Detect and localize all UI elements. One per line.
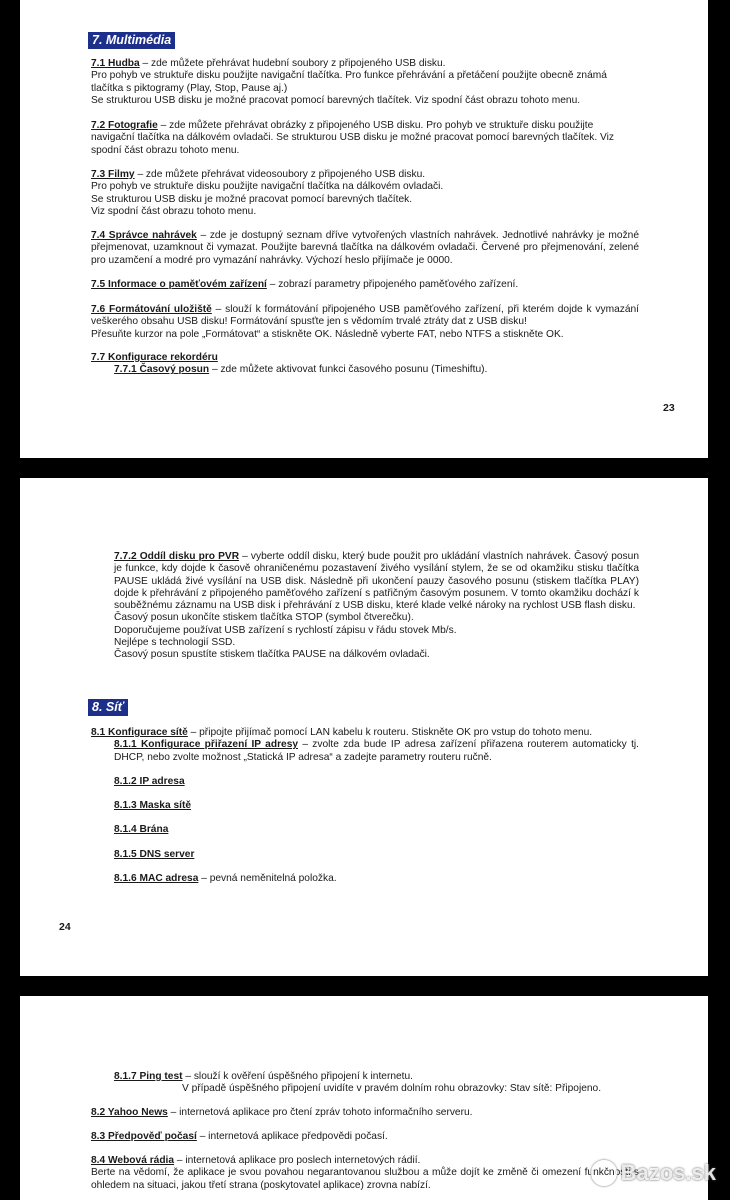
heading-8-1-5: 8.1.5 DNS server [114,849,195,860]
text-7-1-line3: Se strukturou USB disku je možné pracovat pomocí barevných tlačítek. Viz spodní část obrazu tohoto menu. [91,94,581,106]
item-8-1-5 [114,849,194,861]
text-7-3-line4: Viz spodní část obrazu tohoto menu. [91,205,257,217]
text-7-6: – slouží k formátování připojeného USB paměťového zařízení, při kterém dojde k vymazání veškerého obsahu USB disku! Formátování spusťte jen s vědomím trvalé ztráty dat z USB disku! [91,304,639,328]
heading-7-5: 7.5 Informace o paměťovém zařízení [91,279,267,290]
heading-8-1-4: 8.1.4 Brána [114,824,169,835]
section-7-2 [91,120,639,157]
section-7-1 [91,58,639,107]
text-7-3: – zde můžete přehrávat videosoubory z připojeného USB disku. [134,169,426,180]
section-8-3 [91,1131,639,1143]
text-8-4-line2: Berte na vědomí, že aplikace je svou povahou negarantovanou službou a může dojít ke změně či omezení funkčnosti s ohledem na situaci, jakou třetí strana (poskytovatel aplikace) zrovna nabízí. [91,1167,639,1191]
heading-7-3: 7.3 Filmy [91,169,135,180]
text-7-6-line2: Přesuňte kurzor na pole „Formátovat“ a stiskněte OK. Následně vyberte FAT, nebo NTFS a stiskněte OK. [91,328,564,340]
section-8-2 [91,1107,639,1119]
heading-8-3: 8.3 Předpověď počasí [91,1131,197,1142]
page-number-23: 23 [663,402,675,414]
heading-8-4: 8.4 Webová rádia [91,1155,175,1166]
document-page-23 [20,0,708,458]
text-7-5: – zobrazí parametry připojeného paměťového zařízení. [266,279,519,290]
text-7-3-line2: Pro pohyb ve struktuře disku použijte navigační tlačítka na dálkovém ovladači. [91,181,444,193]
watermark-text: Bazos.sk [620,1160,716,1185]
text-8-2: – internetová aplikace pro čtení zpráv tohoto informačního serveru. [167,1107,473,1118]
section-7-3 [91,169,639,218]
text-7-7-2-line2: Časový posun ukončíte stiskem tlačítka STOP (symbol čtverečku). [114,612,414,624]
heading-8-1-1: 8.1.1 Konfigurace přiřazení IP adresy [114,739,299,751]
text-7-3-line3: Se strukturou USB disku je možné pracovat pomocí barevných tlačítek. [91,193,413,205]
heading-8-1-7: 8.1.7 Ping test [114,1071,183,1082]
section-7-5 [91,279,639,291]
section-8-4 [91,1155,639,1192]
text-8-1-1: – zvolte zda bude IP adresa zařízení přiřazena routerem automaticky tj. DHCP, nebo zvolte možnost „Statická IP adresa“ a zadejte parametry routeru ručně. [114,739,639,763]
heading-8-2: 8.2 Yahoo News [91,1107,168,1118]
item-8-1-4 [114,824,168,836]
heading-7-2: 7.2 Fotografie [91,120,158,131]
heading-7-7-2: 7.7.2 Oddíl disku pro PVR [114,551,240,562]
text-8-1-6: – pevná neměnitelná položka. [198,873,337,884]
section-header-multimedia: 7. Multimédia [88,32,175,49]
section-8-1-7 [114,1071,639,1096]
item-8-1-2 [114,776,185,788]
text-7-7-2: – vyberte oddíl disku, který bude použit pro ukládání vlastních nahrávek. Časový posun je funkce, kdy dojde k časově ohraničenému pozastavení živého vysílání stylem, že se od okamžiku stisku tlačítka PAUSE ukládá živé vysílání na USB disk. Následně při ukončení pauzy časového posunu (stiskem tlačítka PLAY) dojde k přehrávání z připojeného paměťového zařízení s patřičným časovým posunem. V tomto okamžiku dochází k souběžnému záznamu na USB disk i přehrávání z USB disku, které klade velké nároky na rychlost USB flash disku. [114,551,639,612]
text-7-4: – zde je dostupný seznam dříve vytvořených vlastních nahrávek. Jednotlivé nahrávky je možné přejmenovat, uzamknout či vymazat. Použijte barevná tlačítka na dálkovém ovladači. Červené pro přejmenování, zelené pro uzamčení a modré pro vymazání nahrávky. Výchozí heslo přijímače je 0000. [91,230,639,266]
text-8-4: – internetová aplikace pro poslech internetových rádií. [174,1155,421,1166]
section-7-7 [91,352,639,377]
section-7-7-2 [114,551,639,662]
text-8-1-7-line2: V případě úspěšného připojení uvidíte v pravém dolním rohu obrazovky: Stav sítě: Připojeno. [182,1083,602,1095]
heading-7-7: 7.7 Konfigurace rekordéru [91,352,218,363]
bazos-logo-icon [591,1160,617,1186]
heading-8-1-6: 8.1.6 MAC adresa [114,873,199,884]
item-8-1-3 [114,800,191,812]
text-7-1: – zde můžete přehrávat hudební soubory z připojeného USB disku. [139,58,446,69]
page-number-24: 24 [59,921,71,933]
item-8-1-6 [114,873,337,885]
text-8-1-7: – slouží k ověření úspěšného připojení k internetu. [182,1071,414,1082]
heading-7-7-1: 7.7.1 Časový posun [114,364,210,376]
document-page-24 [20,478,708,976]
text-7-1-line2: Pro pohyb ve struktuře disku použijte navigační tlačítka. Pro funkce přehrávání a přetáčení použijte obecně známá tlačítka s piktogramy (Play, Stop, Pause aj.) [91,70,607,94]
watermark [591,1160,716,1186]
section-7-4 [91,230,639,267]
section-7-6 [91,304,639,341]
text-7-7-2-line3: Doporučujeme používat USB zařízení s rychlostí zápisu v řádu stovek Mb/s. [114,624,457,636]
text-8-3: – internetová aplikace předpovědi počasí. [196,1131,388,1142]
heading-8-1: 8.1 Konfigurace sítě [91,727,188,738]
text-7-7-2-line5: Časový posun spustíte stiskem tlačítka PAUSE na dálkovém ovladači. [114,649,430,661]
heading-8-1-2: 8.1.2 IP adresa [114,776,185,787]
heading-8-1-3: 8.1.3 Maska sítě [114,800,192,811]
heading-7-1: 7.1 Hudba [91,58,140,69]
text-8-1: – připojte přijímač pomocí LAN kabelu k routeru. Stiskněte OK pro vstup do tohoto menu. [187,727,593,738]
text-7-2: – zde můžete přehrávat obrázky z připojeného USB disku. Pro pohyb ve struktuře disku použijte navigační tlačítka na dálkovém ovladači. Se strukturou USB disku je možné pracovat pomocí barevných tlačítek. Viz spodní část obrazu tohoto menu. [91,120,615,156]
text-7-7-2-line4: Nejlépe s technologií SSD. [114,637,236,649]
heading-7-4: 7.4 Správce nahrávek [91,230,197,241]
heading-7-6: 7.6 Formátování uložiště [91,304,212,315]
section-header-network: 8. Síť [88,699,128,716]
text-7-7-1: – zde můžete aktivovat funkci časového posunu (Timeshiftu). [209,364,488,376]
section-8-1 [91,727,639,764]
